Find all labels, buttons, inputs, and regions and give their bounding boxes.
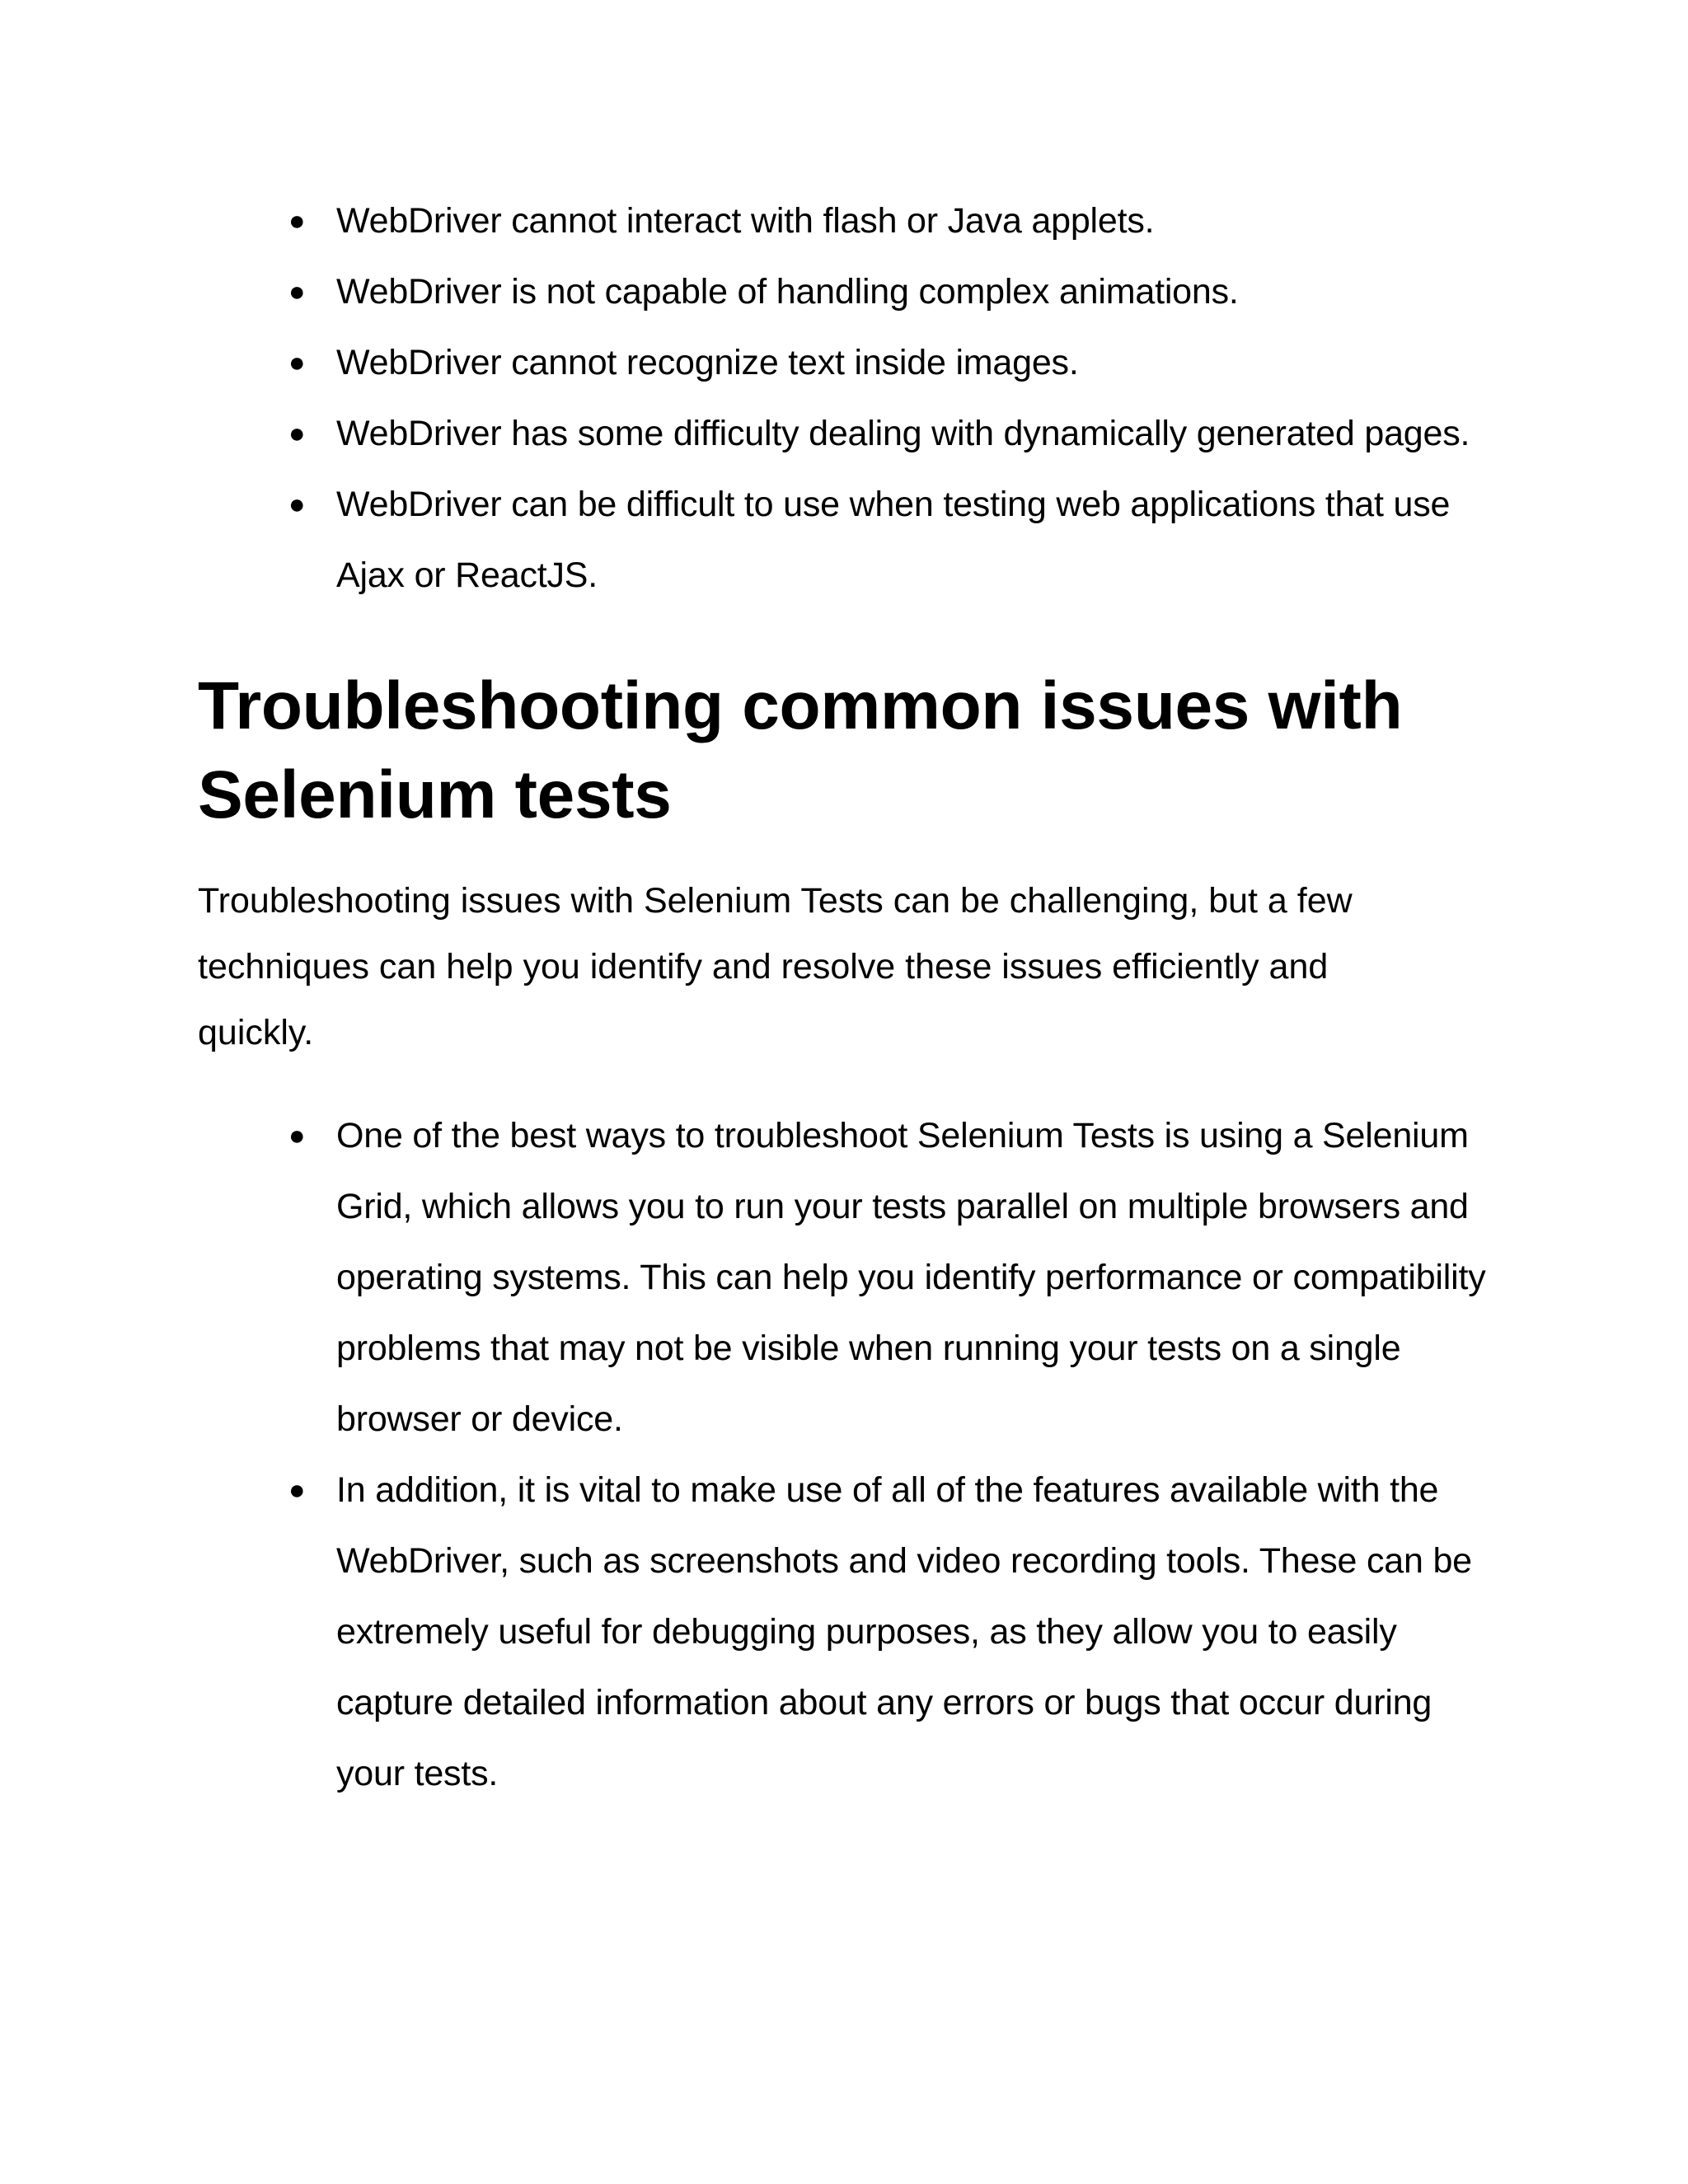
bullet-icon: ●	[288, 1474, 306, 1506]
bullet-icon: ●	[288, 1120, 306, 1151]
list-item	[198, 327, 1492, 398]
intro-paragraph: Troubleshooting issues with Selenium Tests can be challenging, but a few techniques can help you identify and resolve these issues efficiently and quickly.	[198, 881, 1353, 1052]
list-item	[198, 398, 1492, 469]
list-item-text: WebDriver has some difficulty dealing with dynamically generated pages.	[336, 414, 1470, 453]
section-heading: Troubleshooting common issues with Selenium tests	[198, 668, 1403, 832]
list-item-text: WebDriver cannot interact with flash or Java applets.	[336, 201, 1155, 241]
list-item	[198, 256, 1492, 327]
list-item	[198, 469, 1492, 611]
list-item	[198, 185, 1492, 256]
bullet-icon: ●	[288, 418, 306, 449]
list-item-text: WebDriver cannot recognize text inside images.	[336, 343, 1079, 382]
list-item-text: One of the best ways to troubleshoot Selenium Tests is using a Selenium Grid, which allows you to run your tests parallel on multiple browsers and operating systems. This can help you identify performance or compatibility problems that may not be visible when running your tests on a single browser or device.	[336, 1116, 1486, 1439]
bullet-icon: ●	[288, 347, 306, 378]
list-item-text: WebDriver is not capable of handling complex animations.	[336, 272, 1239, 312]
bullet-icon: ●	[288, 489, 306, 520]
list-item-text: In addition, it is vital to make use of all of the features available with the WebDriver, such as screenshots and video recording tools. These can be extremely useful for debugging purposes, as they allow you to easily capture detailed information about any errors or bugs that occur during your tests.	[336, 1470, 1472, 1793]
bullet-icon: ●	[288, 205, 306, 237]
list-item	[198, 1455, 1492, 1809]
document-content	[198, 185, 1492, 1809]
troubleshooting-list	[198, 1100, 1492, 1809]
bullet-icon: ●	[288, 276, 306, 307]
limitations-list	[198, 185, 1492, 611]
list-item-text: WebDriver can be difficult to use when testing web applications that use Ajax or ReactJS.	[336, 485, 1451, 595]
list-item	[198, 1100, 1492, 1455]
